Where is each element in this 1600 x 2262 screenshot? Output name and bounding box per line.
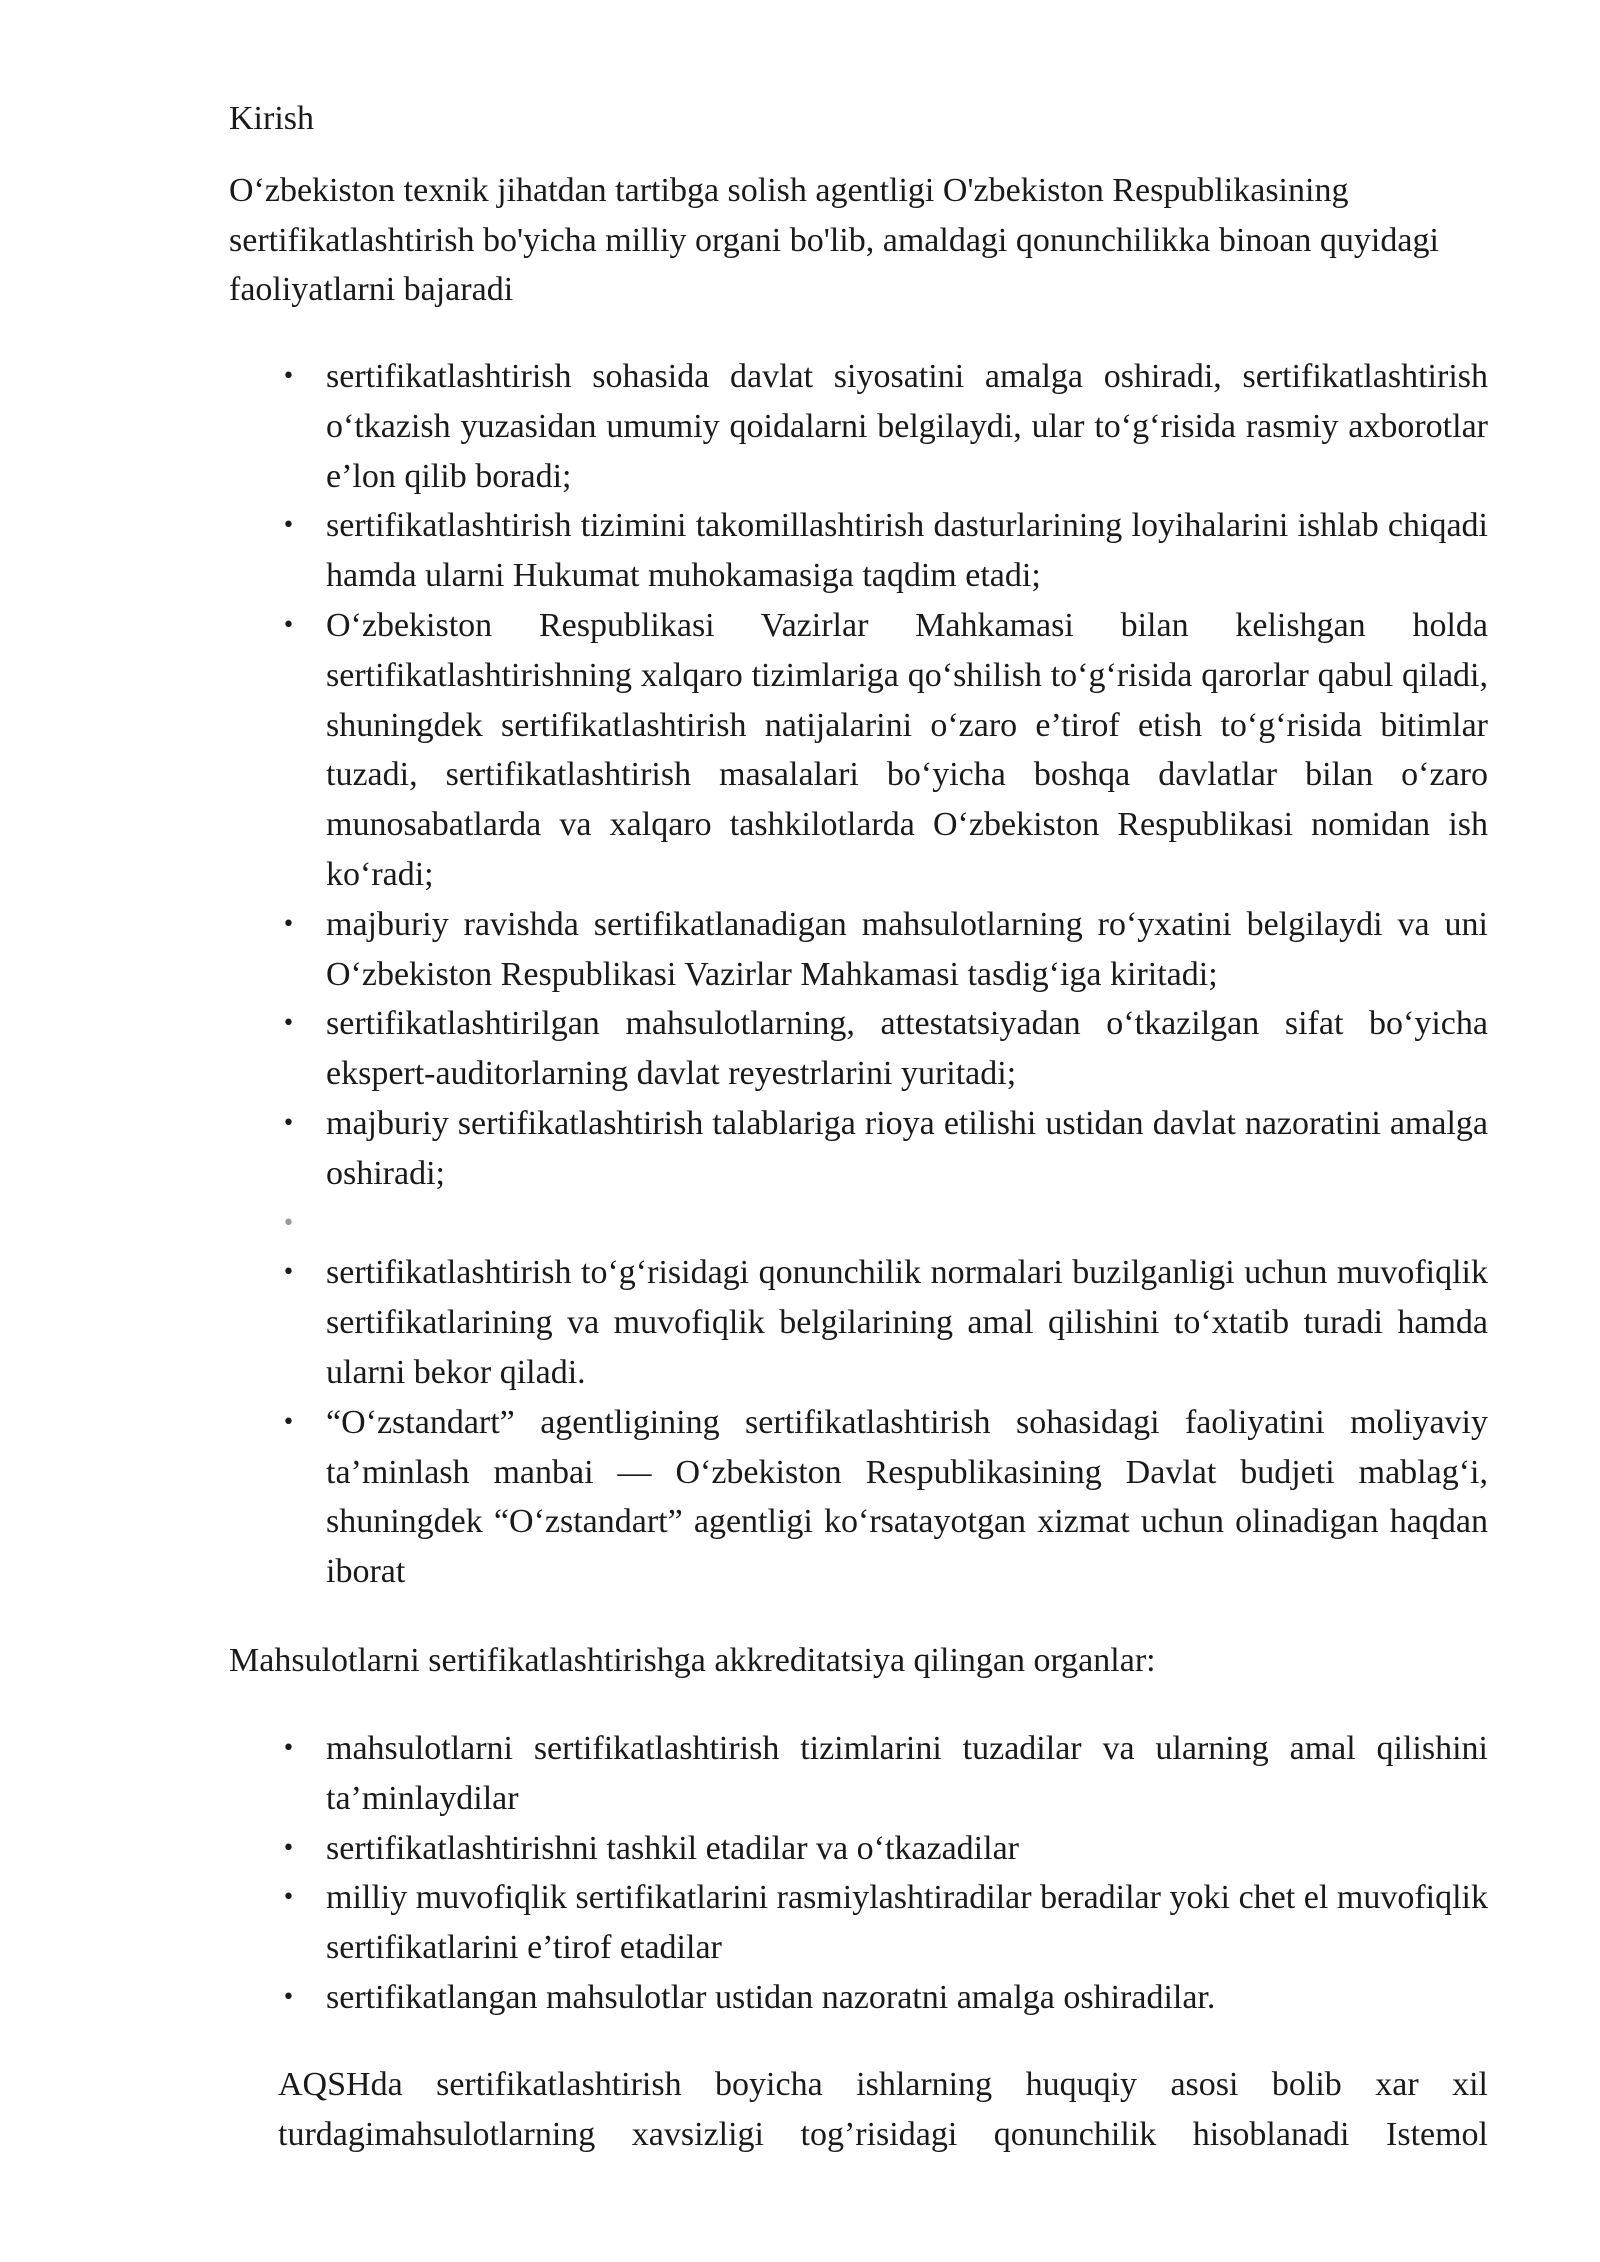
list-item: • milliy muvofiqlik sertifikatlarini rasmiylashtiradilar beradilar yoki chet el muvofiqlik sertifikatlarini e’tirof etadilar — [326, 1873, 1488, 1973]
list-item: • sertifikatlangan mahsulotlar ustidan nazoratni amalga oshiradilar. — [326, 1973, 1488, 2023]
list-item: • majburiy ravishda sertifikatlanadigan mahsulotlarning ro‘yxatini belgilaydi va uni O‘zbekiston Respublikasi Vazirlar Mahkamasi tasdig‘iga kiritadi; — [326, 900, 1488, 1000]
list-item: • “O‘zstandart” agentligining sertifikatlashtirish sohasidagi faoliyatini moliyaviy ta’minlash manbai — O‘zbekiston Respublikasining Davlat budjeti mablag‘i, shuningdek “O‘zstandart” agentligi ko‘rsatayotgan xizmat uchun olinadigan haqdan iborat — [326, 1398, 1488, 1597]
functions-list — [326, 352, 1488, 1597]
list-item: • sertifikatlashtirish to‘g‘risidagi qonunchilik normalari buzilganligi uchun muvofiqlik sertifikatlarining va muvofiqlik belgilarining amal qilishini to‘xtatib turadi hamda ularni bekor qiladi. — [326, 1248, 1488, 1397]
list-item: • sertifikatlashtirishni tashkil etadilar va o‘tkazadilar — [326, 1824, 1488, 1874]
list-item: • sertifikatlashtirish tizimini takomillashtirish dasturlarining loyihalarini ishlab chiqadi hamda ularni Hukumat muhokamasiga taqdim etadi; — [326, 501, 1488, 601]
list-item: • majburiy sertifikatlashtirish talablariga rioya etilishi ustidan davlat nazoratini amalga oshiradi; — [326, 1099, 1488, 1199]
intro-paragraph: O‘zbekiston texnik jihatdan tartibga solish agentligi O'zbekiston Respublikasining sertifikatlashtirish bo'yicha milliy organi bo'lib, amaldagi qonunchilikka binoan quyidagi faoliyatlarni bajaradi — [229, 172, 1439, 308]
list-item: • sertifikatlashtirish sohasida davlat siyosatini amalga oshiradi, sertifikatlashtirish o‘tkazish yuzasidan umumiy qoidalarni belgilaydi, ular to‘g‘risida rasmiy axborotlar e’lon qilib boradi; — [326, 352, 1488, 501]
list-item-empty — [326, 1199, 1488, 1249]
final-paragraph: AQSHda sertifikatlashtirish boyicha ishlarning huquqiy asosi bolib xar xil turdagimahsulotlarning xavsizligi tog’risidagi qonunchilik hisoblanadi Istemol — [278, 2066, 1488, 2153]
list-item: • sertifikatlashtirilgan mahsulotlarning, attestatsiyadan o‘tkazilgan sifat bo‘yicha ekspert-auditorlarning davlat reyestrlarini yuritadi; — [326, 999, 1488, 1099]
list-item: • O‘zbekiston Respublikasi Vazirlar Mahkamasi bilan kelishgan holda sertifikatlashtirishning xalqaro tizimlariga qo‘shilish to‘g‘risida qarorlar qabul qiladi, shuningdek sertifikatlashtirish natijalarini o‘zaro e’tirof etish to‘g‘risida bitimlar tuzadi, sertifikatlashtirish masalalari bo‘yicha boshqa davlatlar bilan o‘zaro munosabatlarda va xalqaro tashkilotlarda O‘zbekiston Respublikasi nomidan ish ko‘radi; — [326, 601, 1488, 900]
accredited-bodies-list — [326, 1724, 1488, 2023]
subheading: Mahsulotlarni sertifikatlashtirishga akkreditatsiya qilingan organlar: — [229, 1642, 1156, 1679]
list-item: • mahsulotlarni sertifikatlashtirish tizimlarini tuzadilar va ularning amal qilishini ta’minlaydilar — [326, 1724, 1488, 1824]
page-heading: Kirish — [229, 100, 314, 137]
